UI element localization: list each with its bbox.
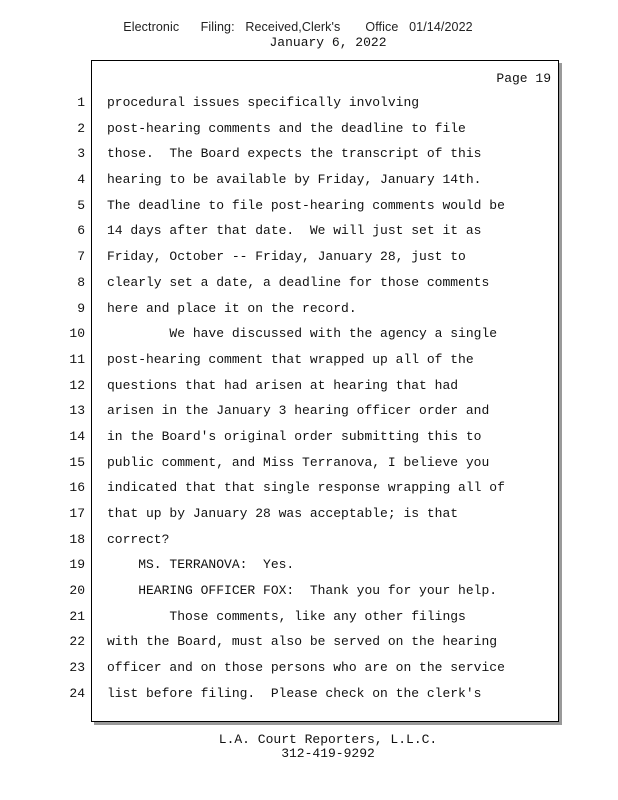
line-number: 23: [69, 660, 85, 676]
transcript-line: [0, 530, 618, 556]
line-number: 7: [77, 249, 85, 265]
line-number: 24: [69, 685, 85, 701]
line-number: 8: [77, 274, 85, 290]
line-number: 22: [69, 634, 85, 650]
line-number: 19: [69, 557, 85, 573]
transcript-line: [0, 632, 618, 658]
line-text: clearly set a date, a deadline for those comments: [107, 274, 490, 290]
reporter-company: L.A. Court Reporters, L.L.C.: [218, 732, 438, 747]
line-text: procedural issues specifically involving: [107, 95, 420, 110]
line-text: Those comments, like any other filings: [107, 608, 466, 624]
transcript-line: [0, 170, 618, 196]
transcript-line: [0, 221, 618, 247]
reporter-phone: 312-419-9292: [281, 746, 375, 761]
line-number: 11: [69, 351, 85, 367]
line-text: here and place it on the record.: [107, 300, 357, 316]
line-number: 21: [69, 608, 85, 624]
transcript-line: [0, 453, 618, 479]
line-number: 3: [77, 146, 85, 162]
transcript-date: January 6, 2022: [269, 35, 387, 50]
transcript-line: [0, 299, 618, 325]
line-number: 15: [69, 454, 85, 470]
line-text: with the Board, must also be served on the hearing: [107, 634, 498, 650]
line-text: officer and on those persons who are on the service: [107, 660, 505, 676]
line-text: public comment, and Miss Terranova, I believe you: [107, 454, 490, 470]
transcript-line: [0, 504, 618, 530]
line-number: 17: [69, 506, 85, 521]
transcript-line: [0, 119, 618, 145]
line-text: in the Board's original order submitting this to: [107, 428, 482, 444]
filing-stamp: Electronic Filing: Received,Clerk's Office 01/14/2022: [123, 20, 473, 34]
line-text: indicated that that single response wrapping all of: [107, 480, 505, 496]
line-number: 6: [77, 223, 85, 239]
line-number: 14: [69, 428, 85, 444]
line-number: 5: [77, 197, 85, 213]
transcript-line: [0, 350, 618, 376]
transcript-line: [0, 684, 618, 710]
line-number: 12: [69, 377, 85, 393]
line-text: post-hearing comment that wrapped up all of the: [107, 351, 474, 367]
transcript-line: [0, 427, 618, 453]
transcript-line: [0, 607, 618, 633]
line-text: 14 days after that date. We will just set it as: [107, 223, 482, 239]
line-number: 18: [69, 531, 85, 547]
line-text: that up by January 28 was acceptable; is that: [107, 506, 459, 521]
transcript-line: [0, 581, 618, 607]
transcript-body: [0, 93, 618, 710]
line-text: arisen in the January 3 hearing officer order and: [107, 403, 490, 419]
line-number: 4: [77, 172, 85, 188]
transcript-line: [0, 324, 618, 350]
transcript-line: [0, 247, 618, 273]
line-number: 2: [77, 120, 85, 136]
transcript-line: [0, 478, 618, 504]
line-text: MS. TERRANOVA: Yes.: [107, 557, 295, 573]
line-text: The deadline to file post-hearing comments would be: [107, 197, 505, 213]
transcript-line: [0, 401, 618, 427]
transcript-line: [0, 144, 618, 170]
line-number: 9: [77, 300, 85, 316]
line-number: 10: [69, 326, 85, 342]
page-number: Page 19: [496, 71, 551, 86]
line-text: those. The Board expects the transcript of this: [107, 146, 482, 162]
transcript-line: [0, 196, 618, 222]
line-text: HEARING OFFICER FOX: Thank you for your help.: [107, 583, 498, 599]
line-number: 13: [69, 403, 85, 419]
line-text: correct?: [107, 531, 170, 547]
line-text: hearing to be available by Friday, January 14th.: [107, 172, 482, 188]
line-text: list before filing. Please check on the clerk's: [107, 685, 482, 701]
line-text: questions that had arisen at hearing that had: [107, 377, 459, 393]
line-text: Friday, October -- Friday, January 28, just to: [107, 249, 466, 265]
transcript-line: [0, 376, 618, 402]
transcript-line: [0, 93, 618, 119]
transcript-line: [0, 273, 618, 299]
line-text: We have discussed with the agency a single: [107, 326, 498, 342]
transcript-line: [0, 658, 618, 684]
transcript-line: [0, 555, 618, 581]
line-number: 1: [77, 95, 85, 110]
line-text: post-hearing comments and the deadline to file: [107, 120, 466, 136]
line-number: 16: [69, 480, 85, 496]
line-number: 20: [69, 583, 85, 599]
